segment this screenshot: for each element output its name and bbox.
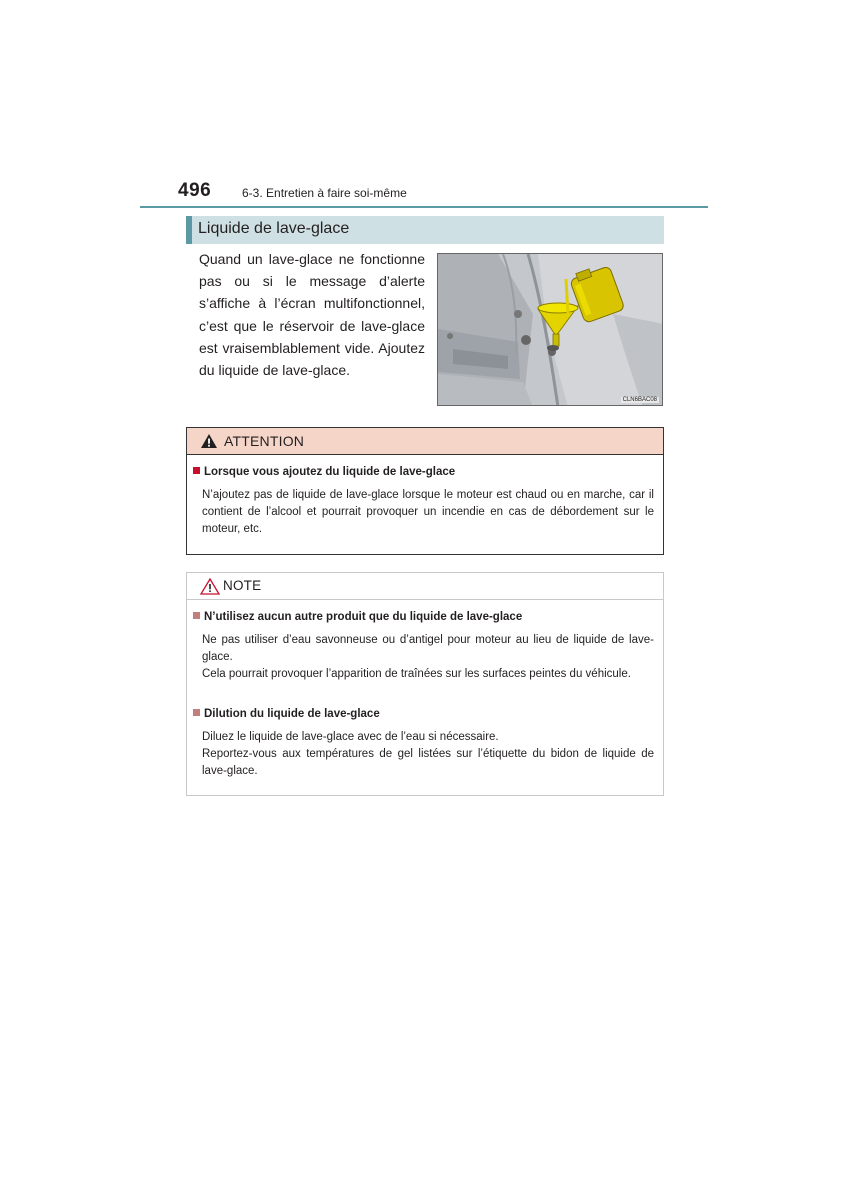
note-item-text: Ne pas utiliser d’eau savonneuse ou d’antigel pour moteur au lieu de liquide de lave-glace. [202,634,654,664]
note-item-text: Reportez-vous aux températures de gel listées sur l’étiquette du bidon de liquide de lave-glace. [202,748,654,778]
page-header [140,180,708,208]
note-item-heading: Dilution du liquide de lave-glace [193,708,380,720]
note-item-text: Diluez le liquide de lave-glace avec de l’eau si nécessaire. [202,731,499,743]
attention-item-heading: Lorsque vous ajoutez du liquide de lave-glace [193,466,455,478]
section-reference: 6-3. Entretien à faire soi-même [242,186,407,200]
warning-triangle-icon [200,433,218,454]
image-code: CLN6BAC08 [622,397,657,403]
attention-box [186,427,664,555]
title-accent-bar [186,216,192,244]
bullet-square [193,709,200,716]
section-title-bar [186,216,664,244]
note-box [186,572,664,796]
attention-header [187,428,663,455]
bullet-square [193,612,200,619]
washer-fluid-illustration [437,253,663,406]
engine-bay-drawing [438,254,663,406]
note-header [187,573,663,600]
note-title: NOTE [223,578,262,593]
header-divider [140,206,708,208]
page-number: 496 [178,180,212,201]
attention-title: ATTENTION [224,433,305,449]
attention-item-text: N’ajoutez pas de liquide de lave-glace lorsque le moteur est chaud ou en marche, car il contient de l’alcool et pourrait provoquer un incendie en cas de débordement sur le moteur, etc. [202,489,654,536]
section-title: Liquide de lave-glace [198,220,350,237]
warning-triangle-outline-icon [200,578,220,600]
note-item-text: Cela pourrait provoquer l’apparition de traînées sur les surfaces peintes du véhicule. [202,668,631,680]
bullet-square [193,467,200,474]
intro-paragraph: Quand un lave-glace ne fonctionne pas ou si le message d’alerte s’affiche à l’écran multifonctionnel, c’est que le réservoir de lave-glace est vraisemblablement vide. Ajoutez du liquide de lave-glace. [199,251,425,379]
note-item-heading: N’utilisez aucun autre produit que du liquide de lave-glace [193,611,522,623]
